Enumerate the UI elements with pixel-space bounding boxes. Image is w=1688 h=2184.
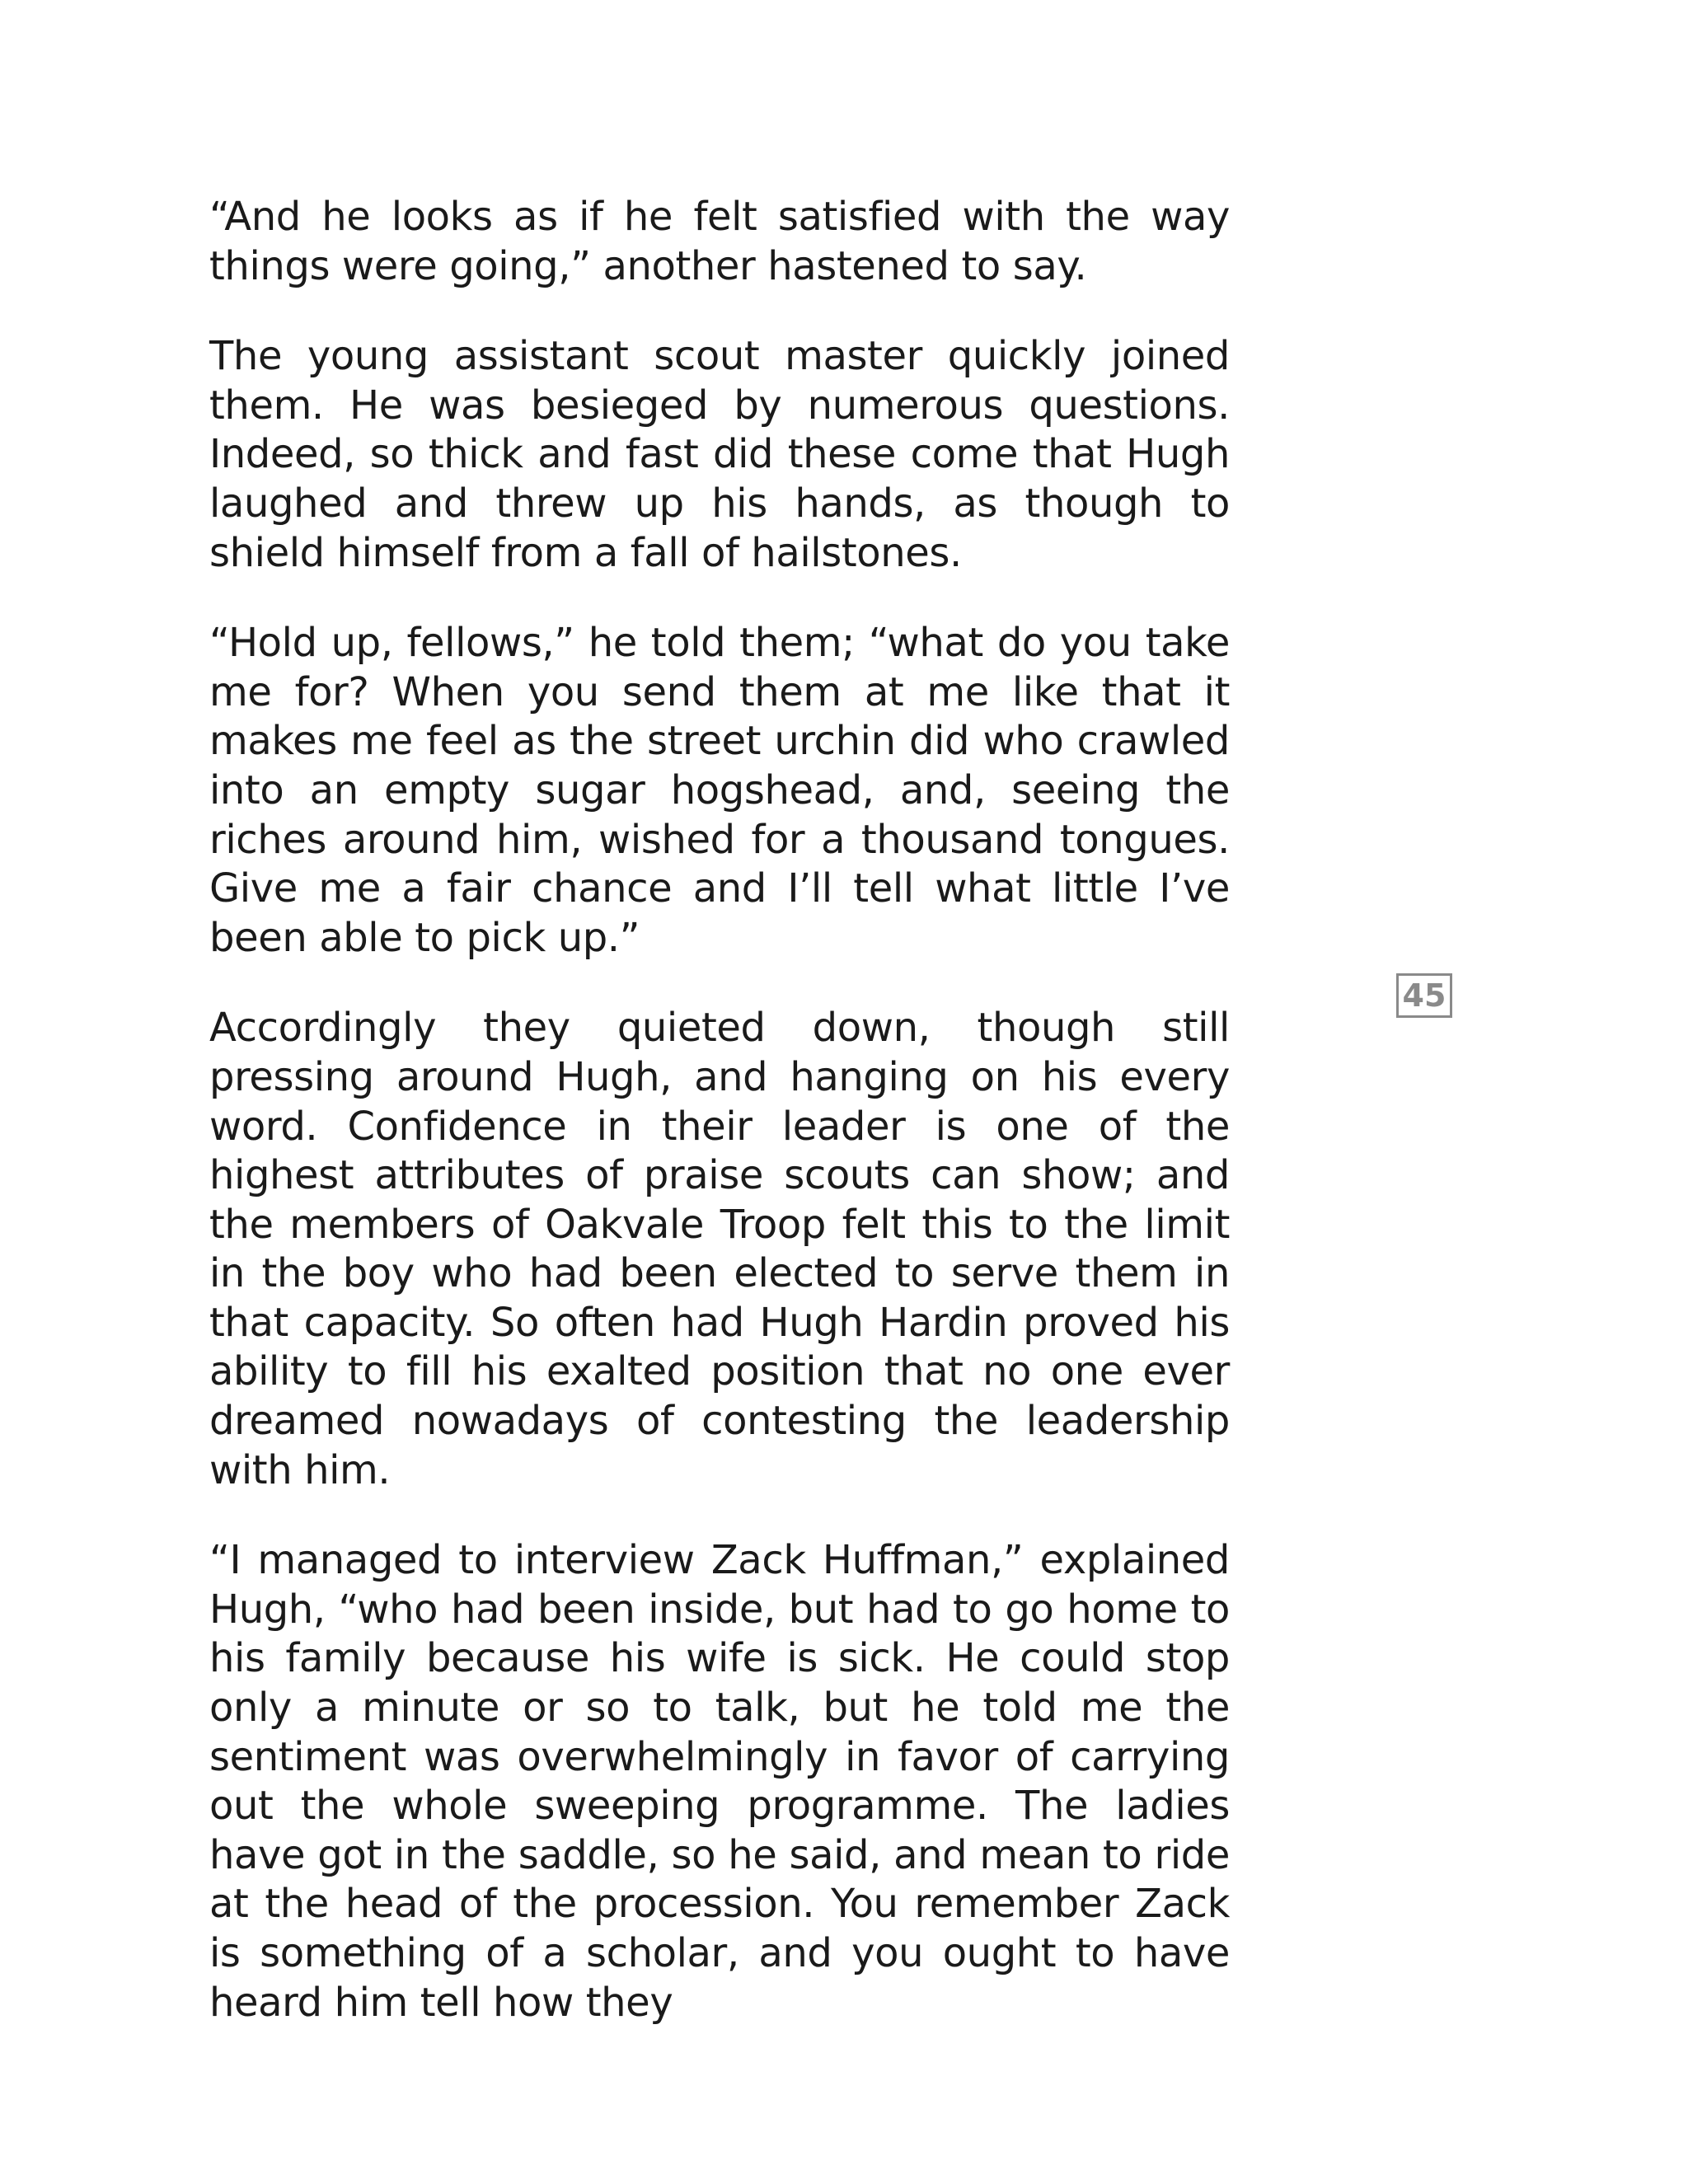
paragraph: “And he looks as if he felt satisfied with the way things were going,” another hastened to say. (209, 194, 1230, 289)
paragraph: The young assistant scout master quickly joined them. He was besieged by numerous questions. Indeed, so thick and fast did these come that Hugh laughed and threw up his hands, as though to shield himself from a fall of hailstones. (209, 333, 1230, 576)
paragraph: Accordingly they quieted down, though still pressing around Hugh, and hanging on his every word. Confidence in their leader is one of the highest attributes of praise scouts can show; and the members of Oakvale Troop felt this to the limit in the boy who had been elected to serve them in that capacity. So often had Hugh Hardin proved his ability to fill his exalted position that no one ever dreamed nowadays of contesting the leadership with him. (209, 1005, 1230, 1493)
body-text (209, 193, 1230, 2069)
paragraph: “Hold up, fellows,” he told them; “what do you take me for? When you send them at me like that it makes me feel as the street urchin did who crawled into an empty sugar hogshead, and, seeing the riches around him, wished for a thousand tongues. Give me a fair chance and I’ll tell what little I’ve been able to pick up.” (209, 620, 1230, 961)
paragraph: “I managed to interview Zack Huffman,” explained Hugh, “who had been inside, but had to go home to his family because his wife is sick. He could stop only a minute or so to talk, but he told me the sentiment was overwhelmingly in favor of carrying out the whole sweeping programme. The ladies have got in the saddle, so he said, and mean to ride at the head of the procession. You remember Zack is something of a scholar, and you ought to have heard him tell how they (209, 1537, 1230, 2026)
page-number: 45 (1396, 973, 1452, 1018)
